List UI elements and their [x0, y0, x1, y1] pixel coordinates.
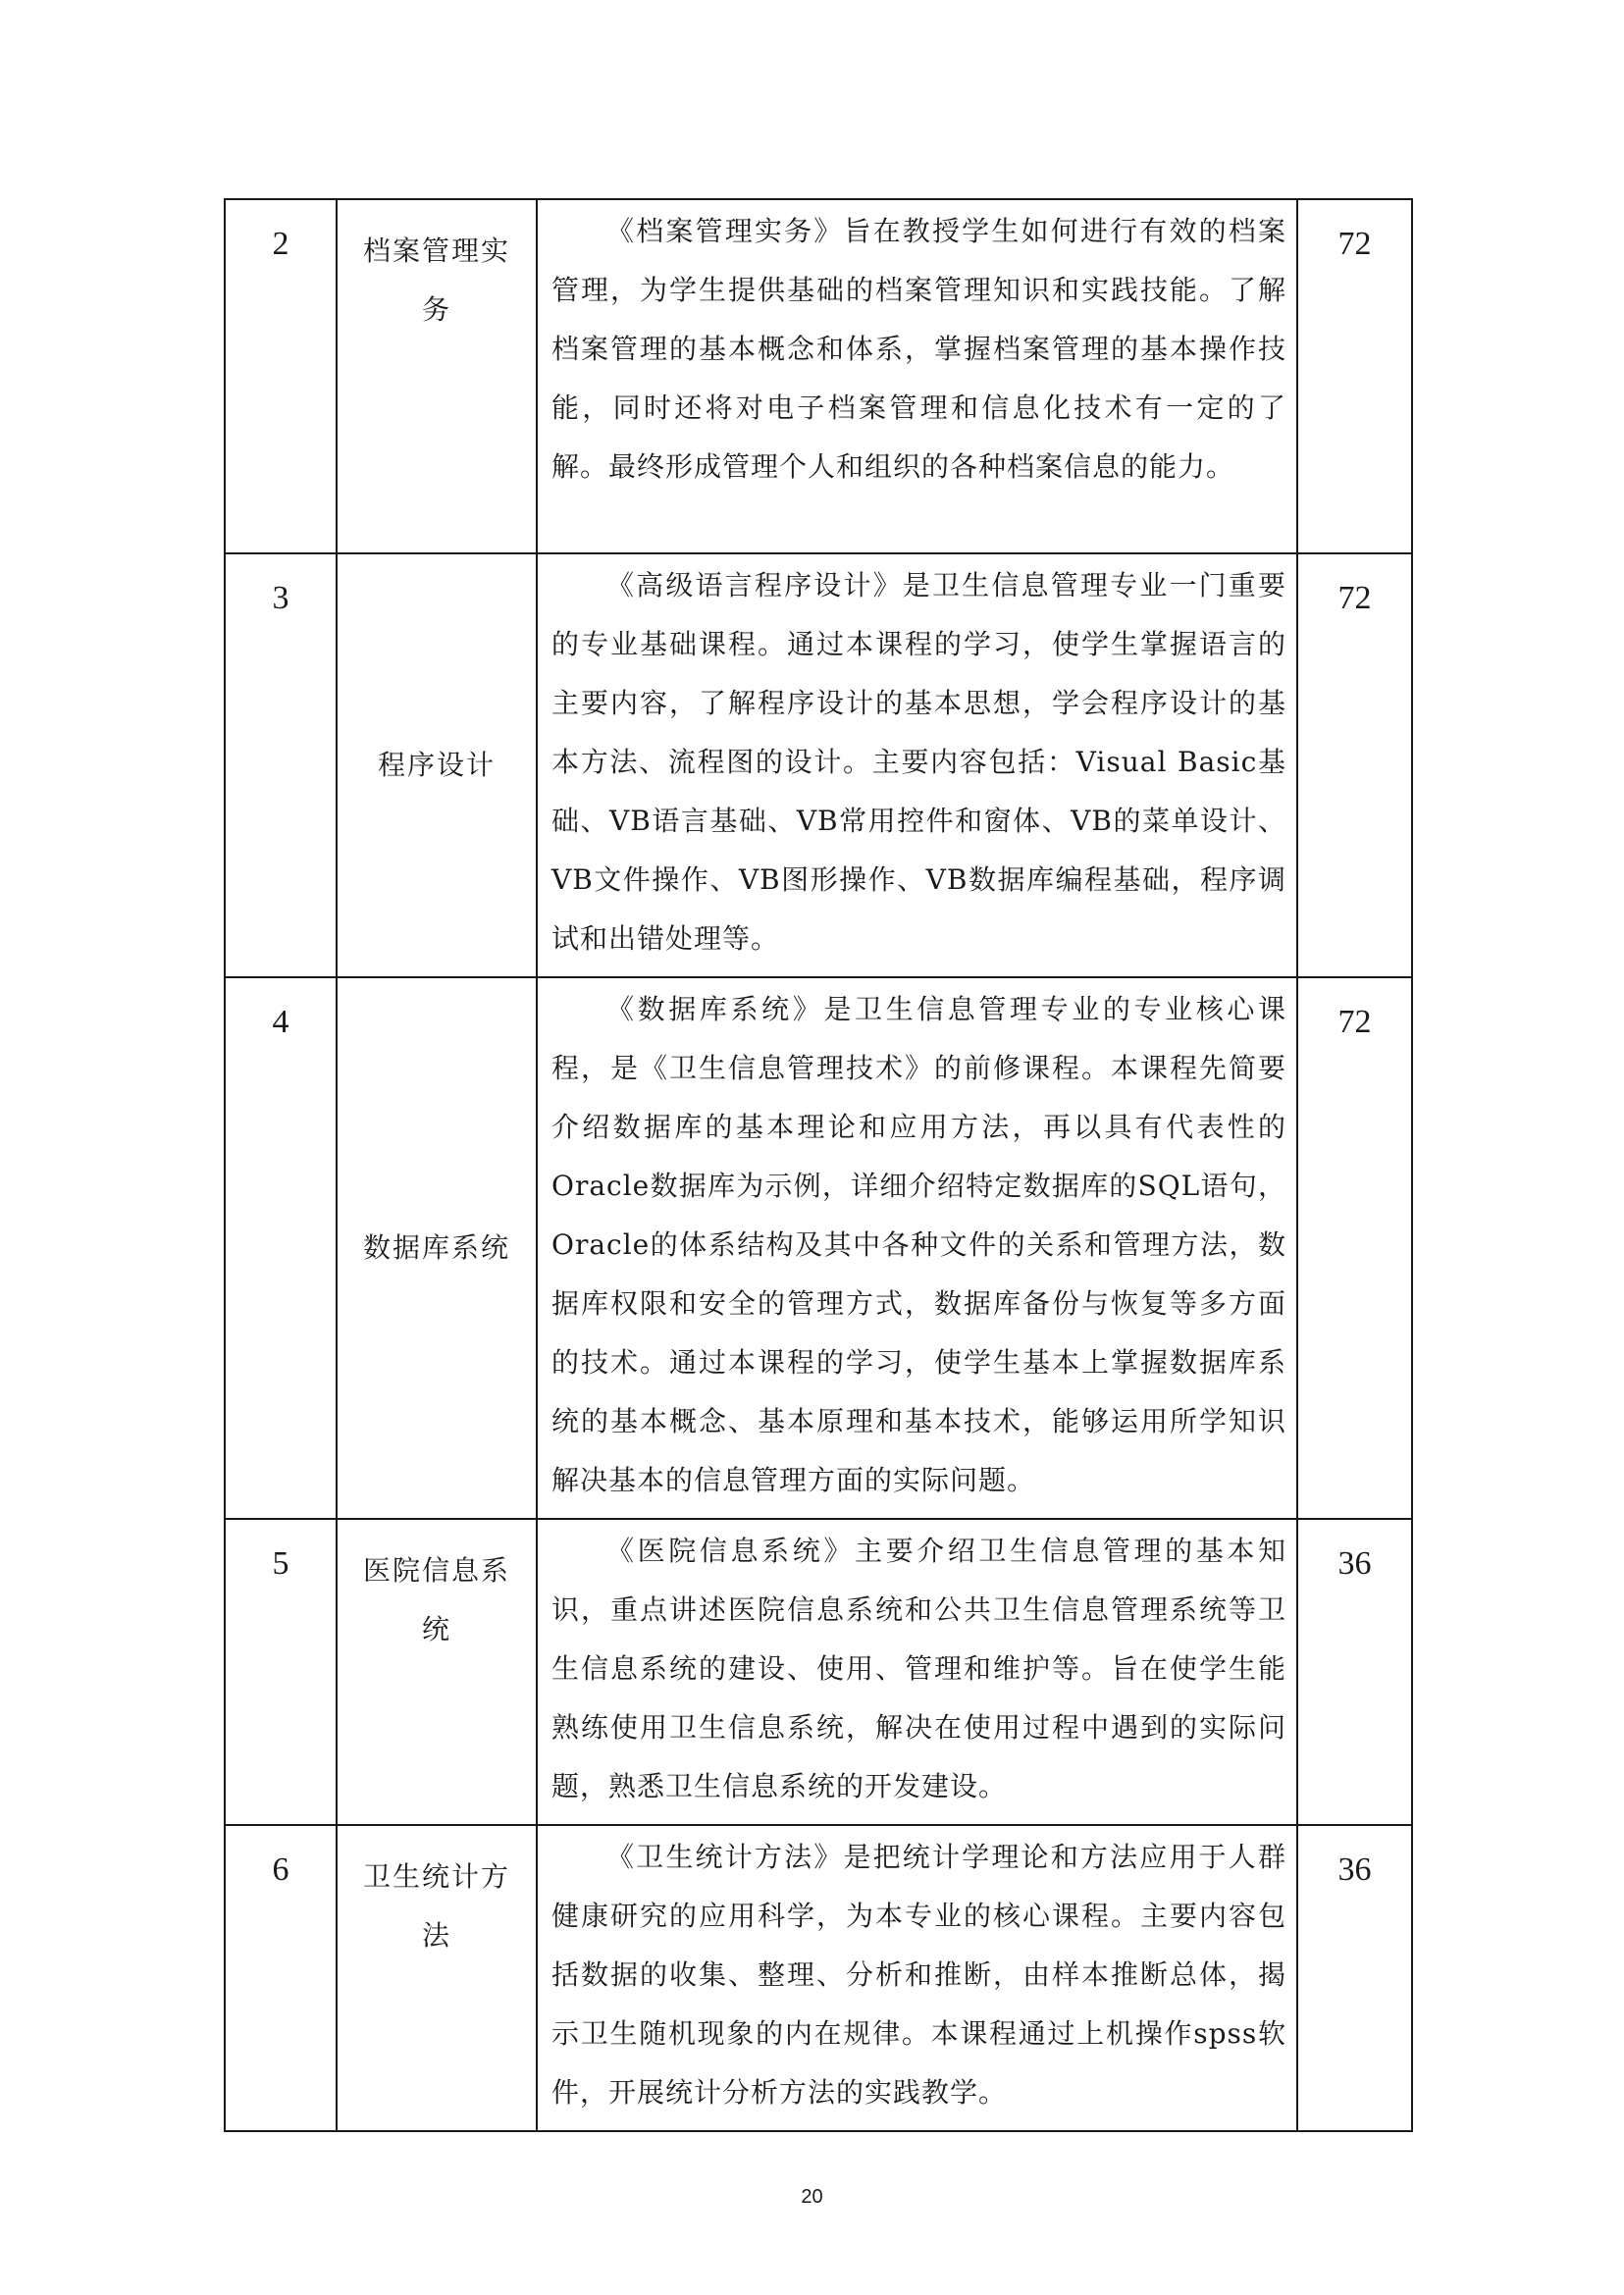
course-number: 3 [225, 553, 337, 977]
course-description: 《数据库系统》是卫生信息管理专业的专业核心课程，是《卫生信息管理技术》的前修课程。本课程先简要介绍数据库的基本理论和应用方法，再以具有代表性的Oracle数据库为示例，详细介绍特定数据库的SQL语句，Oracle的体系结构及其中各种文件的关系和管理方法，数据库权限和安全的管理方式，数据库备份与恢复等多方面的技术。通过本课程的学习，使学生基本上掌握数据库系统的基本概念、基本原理和基本技术，能够运用所学知识解决基本的信息管理方面的实际问题。 [537, 977, 1297, 1519]
course-hours: 72 [1297, 977, 1412, 1519]
course-name: 卫生统计方法 [337, 1825, 537, 2131]
course-hours: 36 [1297, 1519, 1412, 1825]
course-name: 档案管理实务 [337, 199, 537, 553]
page-number: 20 [801, 2186, 823, 2208]
course-name: 医院信息系统 [337, 1519, 537, 1825]
course-table [224, 198, 1413, 2132]
course-description: 《高级语言程序设计》是卫生信息管理专业一门重要的专业基础课程。通过本课程的学习，使学生掌握语言的主要内容，了解程序设计的基本思想，学会程序设计的基本方法、流程图的设计。主要内容包括：Visual Basic基础、VB语言基础、VB常用控件和窗体、VB的菜单设计、VB文件操作、VB图形操作、VB数据库编程基础，程序调试和出错处理等。 [537, 553, 1297, 977]
course-number: 5 [225, 1519, 337, 1825]
course-hours: 36 [1297, 1825, 1412, 2131]
course-hours: 72 [1297, 553, 1412, 977]
course-hours: 72 [1297, 199, 1412, 553]
table-row [225, 199, 1412, 553]
table-row [225, 1825, 1412, 2131]
course-number: 4 [225, 977, 337, 1519]
course-name: 程序设计 [337, 553, 537, 977]
table-row [225, 977, 1412, 1519]
course-name: 数据库系统 [337, 977, 537, 1519]
course-description: 《卫生统计方法》是把统计学理论和方法应用于人群健康研究的应用科学，为本专业的核心课程。主要内容包括数据的收集、整理、分析和推断，由样本推断总体，揭示卫生随机现象的内在规律。本课程通过上机操作spss软件，开展统计分析方法的实践教学。 [537, 1825, 1297, 2131]
course-description: 《医院信息系统》主要介绍卫生信息管理的基本知识，重点讲述医院信息系统和公共卫生信息管理系统等卫生信息系统的建设、使用、管理和维护等。旨在使学生能熟练使用卫生信息系统，解决在使用过程中遇到的实际问题，熟悉卫生信息系统的开发建设。 [537, 1519, 1297, 1825]
course-number: 2 [225, 199, 337, 553]
course-number: 6 [225, 1825, 337, 2131]
table-row [225, 1519, 1412, 1825]
table-row [225, 553, 1412, 977]
course-description: 《档案管理实务》旨在教授学生如何进行有效的档案管理，为学生提供基础的档案管理知识和实践技能。了解档案管理的基本概念和体系，掌握档案管理的基本操作技能，同时还将对电子档案管理和信息化技术有一定的了解。最终形成管理个人和组织的各种档案信息的能力。 [537, 199, 1297, 553]
